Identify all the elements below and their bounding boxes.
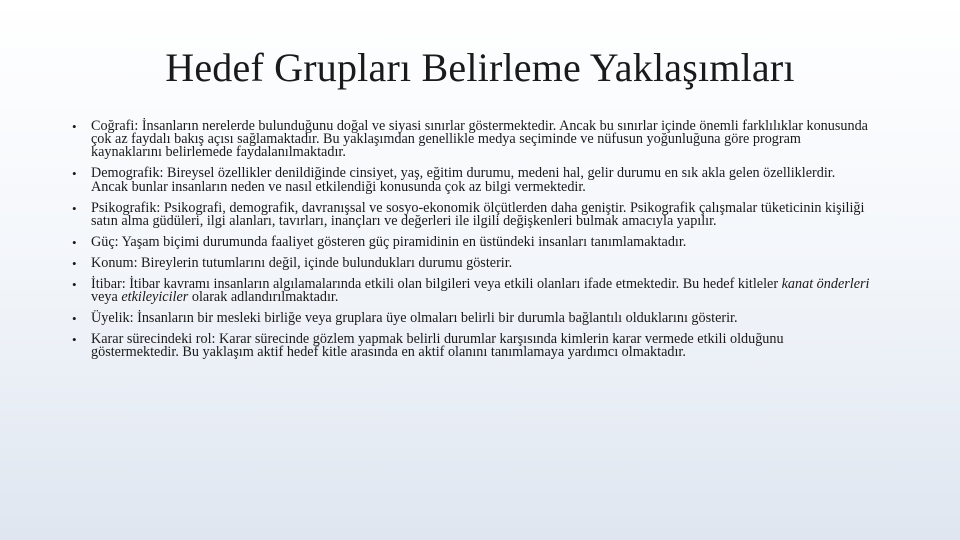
bullet-text-part-1: İtibar: İtibar kavramı insanların algılamalarında etkili olan bilgileri veya etkili olanları ifade etmektedir. Bu hedef kitleler [91, 275, 782, 292]
slide-title: Hedef Grupları Belirleme Yaklaşımları [165, 45, 795, 90]
bullet-power [72, 233, 872, 250]
bullet-text: Güç: Yaşam biçimi durumunda faaliyet gösteren güç piramidinin en üstündeki insanları tanımlamaktadır. [91, 233, 687, 250]
bullet-text-part-2: veya [91, 289, 122, 306]
bullet-dot-icon: • [72, 119, 77, 134]
bullet-reputation [72, 275, 872, 306]
bullet-membership [72, 312, 872, 325]
bullet-text: Üyelik: İnsanların bir mesleki birliğe veya gruplara üye olmaları belirli bir durumla bağlantılı olduklarını gösterir. [91, 310, 738, 327]
bullet-text: Konum: Bireylerin tutumlarını değil, içinde bulundukları durumu gösterir. [91, 254, 513, 271]
bullet-dot-icon: • [72, 332, 77, 348]
bullet-dot-icon: • [72, 200, 77, 216]
bullet-list [72, 120, 872, 367]
bullet-text: Coğrafi: İnsanların nerelerde bulunduğunu doğal ve siyasi sınırlar göstermektedir. Ancak bu sınırlar içinde önemli farklılıklar konusunda çok az faydalı bakış açısı sağlamaktadır. Bu yaklaşımdan genellikle medya seçiminde ve nüfusun yoğunluğuna göre program kaynaklarını belirlemede faydalanılmaktadır. [91, 118, 868, 161]
bullet-dot-icon: • [72, 311, 77, 327]
bullet-text: Psikografik: Psikografi, demografik, davranışsal ve sosyo-ekonomik ölçütlerden daha geniştir. Psikografik çalışmalar tüketicinin kişiliği satın alma güdüleri, ilgi alanları, tavırları, inançları ve değerleri ile ilgili değişkenleri bulmak amacıyla yapılır. [91, 199, 865, 229]
bullet-demographic [72, 167, 872, 193]
bullet-text: Demografik: Bireysel özellikler denildiğinde cinsiyet, yaş, eğitim durumu, medeni hal, gelir durumu en sık akla gelen özelliklerdir. Ancak bunlar insanların neden ve nasıl etkilendiği konusunda çok az bilgi vermektedir. [91, 165, 836, 195]
bullet-text: Karar sürecindeki rol: Karar sürecinde gözlem yapmak belirli durumlar karşısında kimlerin karar vermede etkili olduğunu göstermektedir. Bu yaklaşım aktif hedef kitle arasında en aktif olanını tanımlamaya yardımcı olmaktadır. [91, 331, 784, 361]
bullet-position [72, 254, 872, 271]
bullet-emphasis-wing-leaders: kanat önderleri [781, 275, 870, 292]
bullet-geographic [72, 120, 872, 160]
bullet-dot-icon: • [72, 255, 77, 271]
bullet-emphasis-influencers: etkileyiciler [121, 289, 189, 306]
bullet-dot-icon: • [72, 276, 77, 292]
bullet-dot-icon: • [72, 234, 77, 250]
bullet-decision-role [72, 333, 872, 359]
bullet-dot-icon: • [72, 166, 77, 182]
bullet-psychographic [72, 199, 872, 229]
bullet-text-part-3: olarak adlandırılmaktadır. [188, 289, 339, 306]
